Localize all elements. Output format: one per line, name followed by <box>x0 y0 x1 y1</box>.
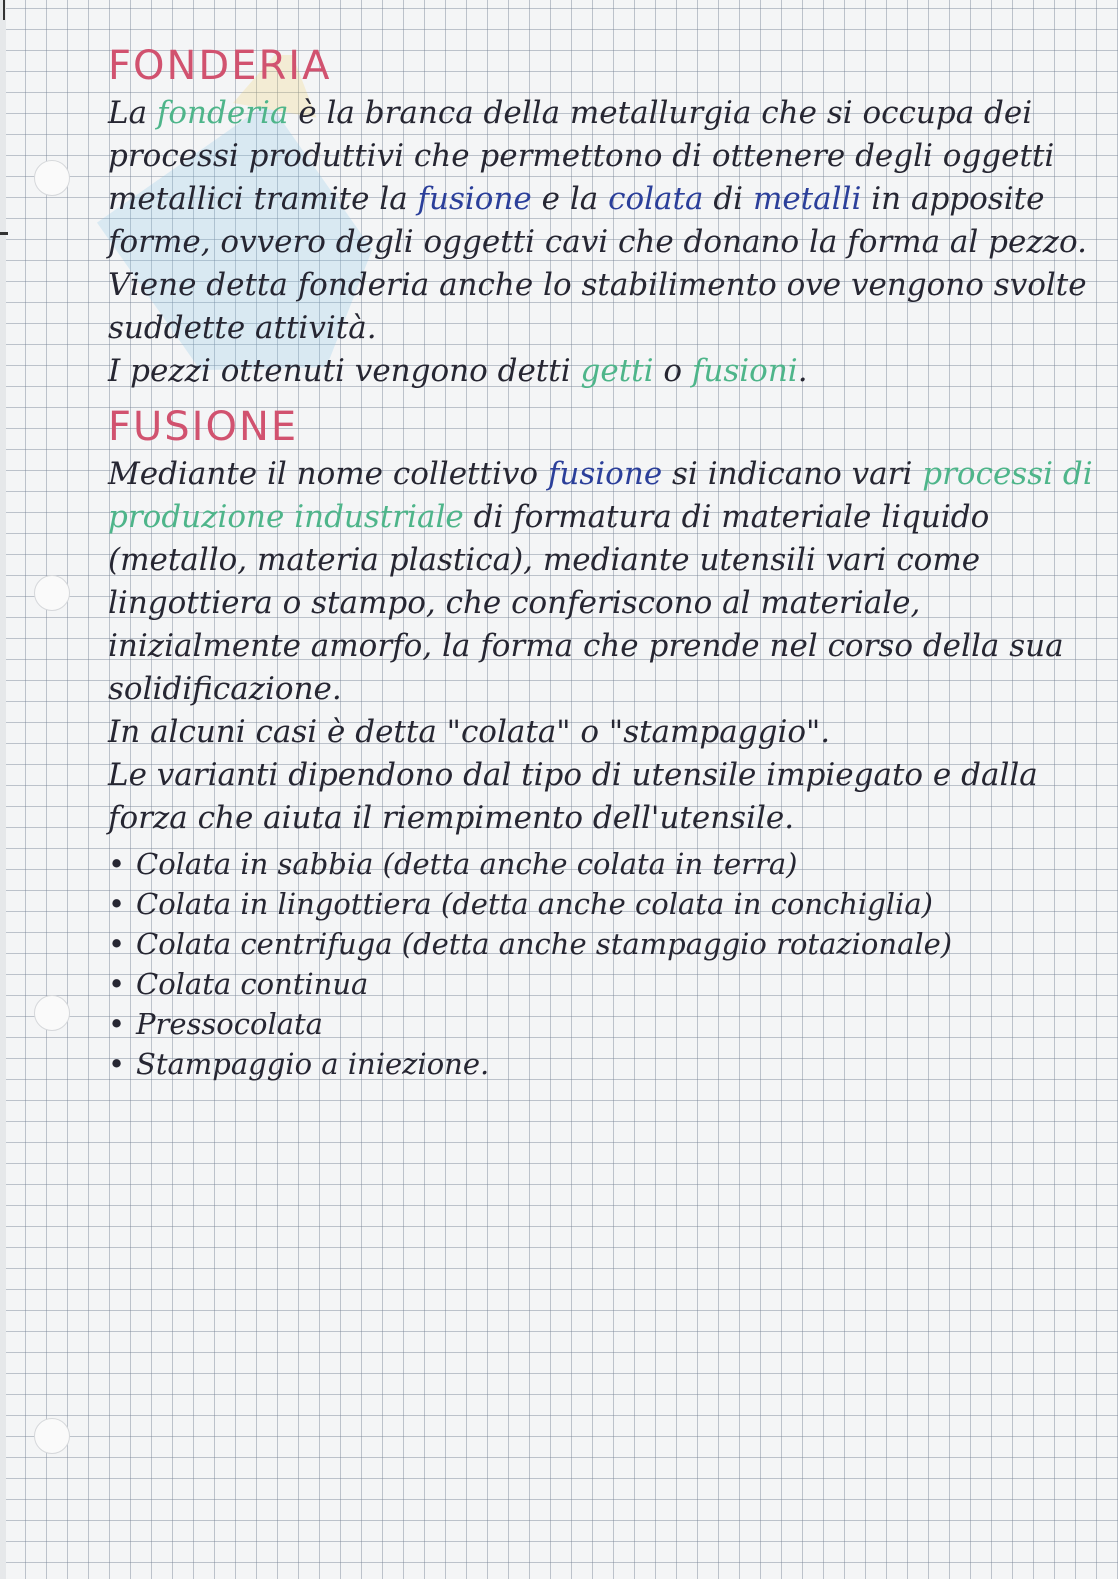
scan-mark <box>3 0 5 20</box>
term-getti: getti <box>580 353 654 389</box>
section-title-fonderia: FONDERIA <box>108 43 332 89</box>
binder-hole <box>34 160 70 196</box>
binder-hole <box>34 1418 70 1454</box>
term-fusioni: fusioni <box>691 353 798 389</box>
term-processi-produzione: processi di produzione industriale <box>108 456 1093 535</box>
term-colata: colata <box>608 181 704 217</box>
binder-hole <box>34 995 70 1031</box>
list-item: • Colata in sabbia (detta anche colata in terra) <box>108 847 798 881</box>
colata-types-list <box>108 844 1098 1084</box>
section-title-fusione: FUSIONE <box>108 404 299 450</box>
list-item: • Stampaggio a iniezione. <box>108 1047 490 1081</box>
list-item: • Pressocolata <box>108 1007 323 1041</box>
binder-hole <box>34 575 70 611</box>
term-fusione-2: fusione <box>547 456 663 492</box>
term-fusione: fusione <box>417 181 532 217</box>
notes-content <box>108 40 1098 1084</box>
fusione-alcuni-casi: In alcuni casi è detta "colata" o "stampaggio". <box>108 714 831 750</box>
fonderia-pezzi: I pezzi ottenuti vengono detti getti o fusioni. <box>108 353 808 389</box>
term-fonderia: fonderia <box>156 95 289 131</box>
fonderia-stabilimento: Viene detta fonderia anche lo stabilimento ove vengono svolte suddette attività. <box>108 267 1087 346</box>
list-item: • Colata centrifuga (detta anche stampaggio rotazionale) <box>108 927 953 961</box>
sheet-left-edge <box>0 0 6 1579</box>
fonderia-definition: La fonderia è la branca della metallurgia che si occupa dei processi produttivi che permettono di ottenere degli oggetti metallici tramite la fusione e la colata di metalli in apposite forme, ovvero degli oggetti cavi che donano la forma al pezzo. <box>108 95 1087 260</box>
list-item: • Colata in lingottiera (detta anche colata in conchiglia) <box>108 887 933 921</box>
margin-tick <box>0 232 8 235</box>
fusione-varianti: Le varianti dipendono dal tipo di utensile impiegato e dalla forza che aiuta il riempimento dell'utensile. <box>108 757 1038 836</box>
fusione-definition: Mediante il nome collettivo fusione si indicano vari processi di produzione industriale di formatura di materiale liquido (metallo, materia plastica), mediante utensili vari come lingottiera o stampo, che conferiscono al materiale, inizialmente amorfo, la forma che prende nel corso della sua solidificazione. <box>108 456 1093 707</box>
list-item: • Colata continua <box>108 967 369 1001</box>
term-metalli: metalli <box>752 181 862 217</box>
